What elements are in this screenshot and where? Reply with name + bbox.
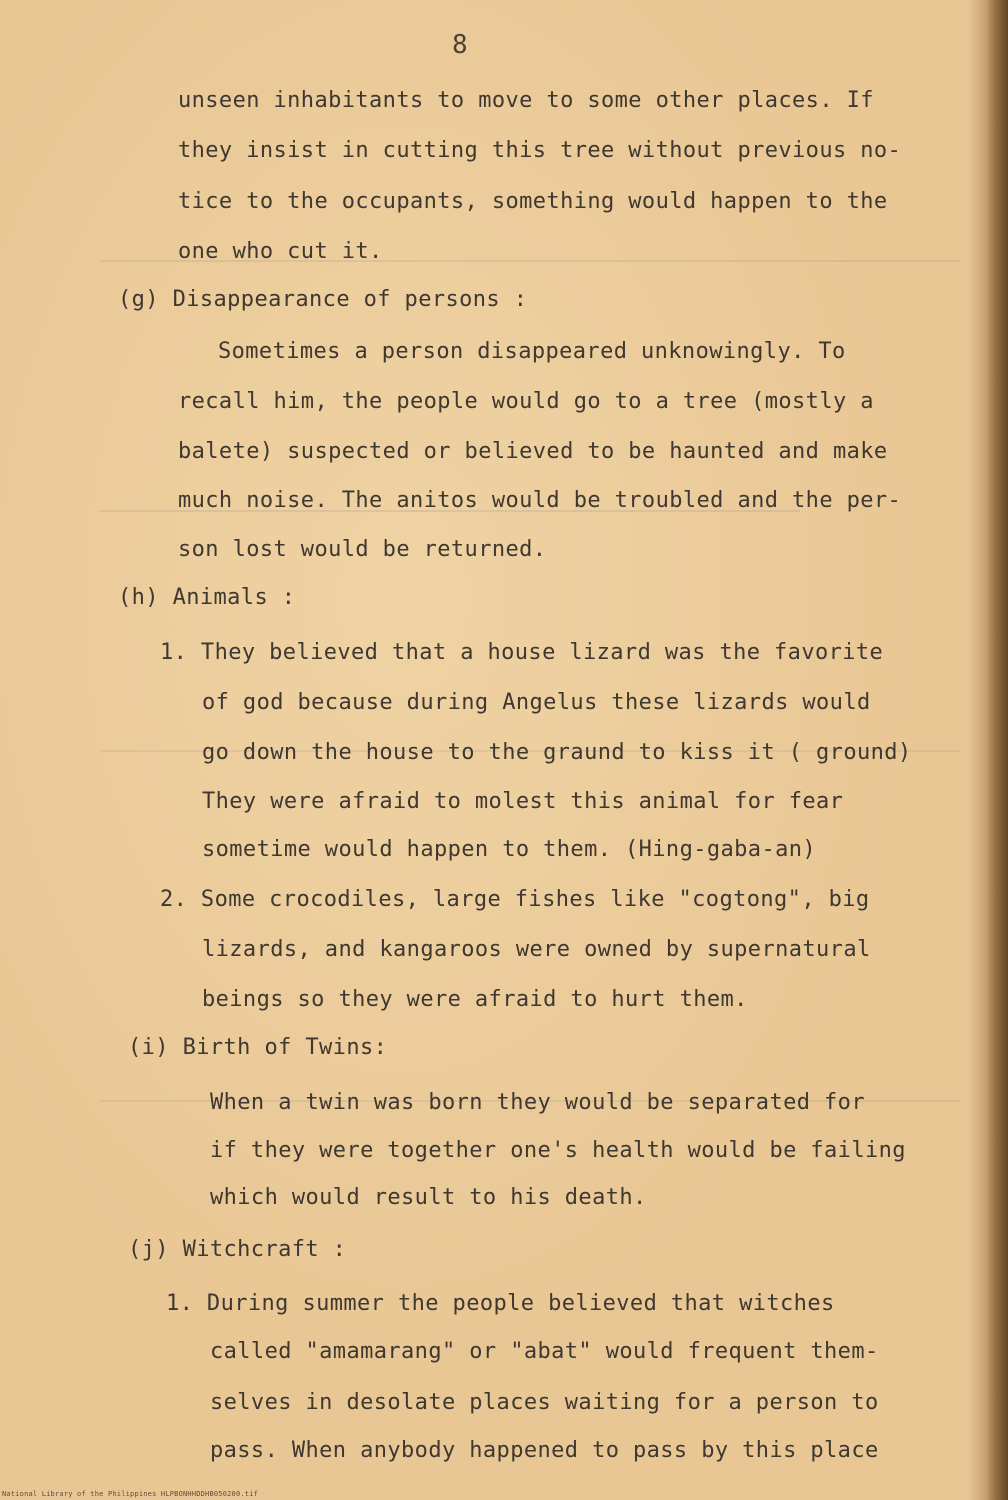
text-line: which would result to his death. xyxy=(210,1185,647,1210)
section-heading: (g) Disappearance of persons : xyxy=(118,287,528,312)
text-line: balete) suspected or believed to be haunted and make xyxy=(178,439,888,464)
text-line: lizards, and kangaroos were owned by supernatural xyxy=(202,937,871,962)
text-line: pass. When anybody happened to pass by this place xyxy=(210,1438,879,1463)
text-line: of god because during Angelus these lizards would xyxy=(202,690,871,715)
text-line: go down the house to the graund to kiss it ( ground) xyxy=(202,740,912,765)
text-line: tice to the occupants, something would happen to the xyxy=(178,189,888,214)
section-heading: (j) Witchcraft : xyxy=(128,1237,347,1262)
list-item: 1. They believed that a house lizard was the favorite xyxy=(160,640,884,665)
text-line: much noise. The anitos would be troubled and the per- xyxy=(178,488,902,513)
text-line: Sometimes a person disappeared unknowingly. To xyxy=(218,339,846,364)
text-line: called "amamarang" or "abat" would frequent them- xyxy=(210,1339,879,1364)
footer-caption: National Library of the Philippines HLPBONHHDDHB050200.tif xyxy=(2,1490,259,1498)
list-item: 1. During summer the people believed that witches xyxy=(166,1291,835,1316)
list-item: 2. Some crocodiles, large fishes like "cogtong", big xyxy=(160,887,870,912)
page-edge-shadow xyxy=(986,0,1008,1500)
text-line: They were afraid to molest this animal for fear xyxy=(202,789,844,814)
text-line: unseen inhabitants to move to some other places. If xyxy=(178,88,874,113)
text-line: When a twin was born they would be separated for xyxy=(210,1090,865,1115)
text-line: beings so they were afraid to hurt them. xyxy=(202,987,748,1012)
section-heading: (i) Birth of Twins: xyxy=(128,1035,388,1060)
page-number: 8 xyxy=(452,30,468,60)
text-line: one who cut it. xyxy=(178,239,383,264)
text-line: sometime would happen to them. (Hing-gaba-an) xyxy=(202,837,817,862)
text-line: they insist in cutting this tree without previous no- xyxy=(178,138,902,163)
text-line: son lost would be returned. xyxy=(178,537,547,562)
text-line: if they were together one's health would be failing xyxy=(210,1138,906,1163)
text-line: recall him, the people would go to a tree (mostly a xyxy=(178,389,874,414)
section-heading: (h) Animals : xyxy=(118,585,296,610)
text-line: selves in desolate places waiting for a person to xyxy=(210,1390,879,1415)
